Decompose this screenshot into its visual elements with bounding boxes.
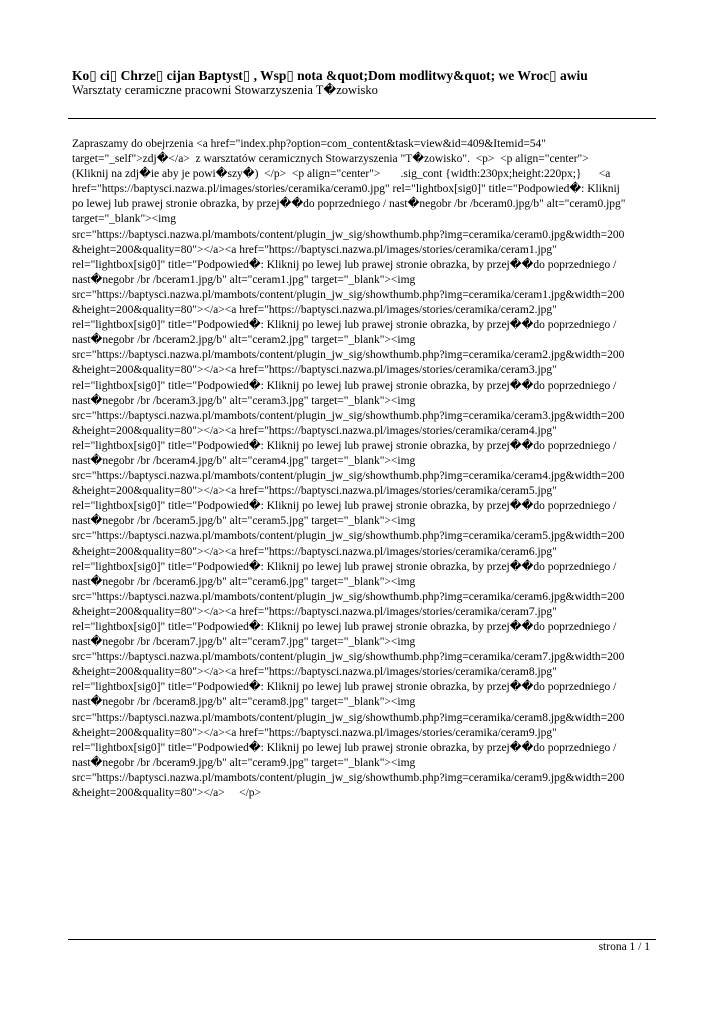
body-text-line: target="_blank"><img [72,213,177,226]
body-text-line: rel="lightbox[sig0]" title="Podpowied�: Kliknij po lewej lub prawej stronie obrazka, by przej��do poprzedniego / [72,500,617,513]
body-text-line: src="https://baptysci.nazwa.pl/mambots/content/plugin_jw_sig/showthumb.php?img=ceramika/ceram0.jpg&width=200 [72,228,625,241]
body-text-line: nast�negobr /br /bceram8.jpg/b" alt="ceram8.jpg" target="_blank"><img [72,696,416,709]
body-text-line: rel="lightbox[sig0]" title="Podpowied�: Kliknij po lewej lub prawej stronie obrazka, by przej��do poprzedniego / [72,319,617,332]
body-text-line: target="_self">zdj�</a> z warsztatów ceramicznych Stowarzyszenia "T�zowisko". <p> <p align="center"> [72,153,589,166]
body-text-line: nast�negobr /br /bceram9.jpg/b" alt="ceram9.jpg" target="_blank"><img [72,756,416,769]
body-text-line: src="https://baptysci.nazwa.pl/mambots/content/plugin_jw_sig/showthumb.php?img=ceramika/ceram2.jpg&width=200 [72,349,625,362]
page-title: Ko▯ ci▯ Chrze▯ cijan Baptyst▯ , Wsp▯ nota &quot;Dom modlitwy&quot; we Wroc▯ awiu [72,68,588,83]
page-subtitle: Warsztaty ceramiczne pracowni Stowarzyszenia T�zowisko [72,83,378,97]
body-text-line: &height=200&quality=80"></a><a href="https://baptysci.nazwa.pl/images/stories/ceramika/ceram4.jpg" [72,424,557,437]
body-text-line: &height=200&quality=80"></a><a href="https://baptysci.nazwa.pl/images/stories/ceramika/ceram6.jpg" [72,545,557,558]
body-text-line: nast�negobr /br /bceram2.jpg/b" alt="ceram2.jpg" target="_blank"><img [72,334,416,347]
body-text-line: src="https://baptysci.nazwa.pl/mambots/content/plugin_jw_sig/showthumb.php?img=ceramika/ceram9.jpg&width=200 [72,771,625,784]
body-text-line: nast�negobr /br /bceram1.jpg/b" alt="ceram1.jpg" target="_blank"><img [72,273,416,286]
body-text-line: src="https://baptysci.nazwa.pl/mambots/content/plugin_jw_sig/showthumb.php?img=ceramika/ceram1.jpg&width=200 [72,288,625,301]
body-text-line: &height=200&quality=80"></a><a href="https://baptysci.nazwa.pl/images/stories/ceramika/ceram9.jpg" [72,726,557,739]
body-text-line: &height=200&quality=80"></a><a href="https://baptysci.nazwa.pl/images/stories/ceramika/ceram5.jpg" [72,485,557,498]
body-text-line: src="https://baptysci.nazwa.pl/mambots/content/plugin_jw_sig/showthumb.php?img=ceramika/ceram8.jpg&width=200 [72,711,625,724]
body-text-line: nast�negobr /br /bceram4.jpg/b" alt="ceram4.jpg" target="_blank"><img [72,454,416,467]
body-text-line: &height=200&quality=80"></a><a href="https://baptysci.nazwa.pl/images/stories/ceramika/ceram1.jpg" [72,243,557,256]
body-text-line: &height=200&quality=80"></a><a href="https://baptysci.nazwa.pl/images/stories/ceramika/ceram7.jpg" [72,605,557,618]
body-text-line: rel="lightbox[sig0]" title="Podpowied�: Kliknij po lewej lub prawej stronie obrazka, by przej��do poprzedniego / [72,621,617,633]
body-text-line: &height=200&quality=80"></a><a href="https://baptysci.nazwa.pl/images/stories/ceramika/ceram8.jpg" [72,666,557,679]
body-text-line: src="https://baptysci.nazwa.pl/mambots/content/plugin_jw_sig/showthumb.php?img=ceramika/ceram3.jpg&width=200 [72,409,625,422]
body-text-line: nast�negobr /br /bceram6.jpg/b" alt="ceram6.jpg" target="_blank"><img [72,575,416,588]
body-text-line: rel="lightbox[sig0]" title="Podpowied�: Kliknij po lewej lub prawej stronie obrazka, by przej��do poprzedniego / [72,439,617,452]
body-text-line: rel="lightbox[sig0]" title="Podpowied�: Kliknij po lewej lub prawej stronie obrazka, by przej��do poprzedniego / [72,681,617,694]
body-text-line: src="https://baptysci.nazwa.pl/mambots/content/plugin_jw_sig/showthumb.php?img=ceramika/ceram4.jpg&width=200 [72,470,625,483]
body-text-line: href="https://baptysci.nazwa.pl/images/stories/ceramika/ceram0.jpg" rel="lightbox[sig0]" title="Podpowied�: Kliknij [72,183,620,196]
body-text-line: rel="lightbox[sig0]" title="Podpowied�: Kliknij po lewej lub prawej stronie obrazka, by przej��do poprzedniego / [72,741,617,754]
body-text-line: Zapraszamy do obejrzenia <a href="index.php?option=com_content&task=view&id=409&Itemid=54" [72,138,546,150]
article-body [72,137,672,801]
body-text-line: &height=200&quality=80"></a><a href="https://baptysci.nazwa.pl/images/stories/ceramika/ceram3.jpg" [72,364,557,377]
header-divider [68,118,656,119]
body-text-line: nast�negobr /br /bceram7.jpg/b" alt="ceram7.jpg" target="_blank"><img [72,636,416,649]
body-text-line: src="https://baptysci.nazwa.pl/mambots/content/plugin_jw_sig/showthumb.php?img=ceramika/ceram6.jpg&width=200 [72,590,625,603]
body-text-line: rel="lightbox[sig0]" title="Podpowied�: Kliknij po lewej lub prawej stronie obrazka, by przej��do poprzedniego / [72,560,617,573]
body-text-line: nast�negobr /br /bceram5.jpg/b" alt="ceram5.jpg" target="_blank"><img [72,515,416,528]
body-text-line: src="https://baptysci.nazwa.pl/mambots/content/plugin_jw_sig/showthumb.php?img=ceramika/ceram7.jpg&width=200 [72,651,625,664]
body-text-line: rel="lightbox[sig0]" title="Podpowied�: Kliknij po lewej lub prawej stronie obrazka, by przej��do poprzedniego / [72,379,617,392]
body-text-line: &height=200&quality=80"></a> </p> [72,787,262,800]
body-text-line: src="https://baptysci.nazwa.pl/mambots/content/plugin_jw_sig/showthumb.php?img=ceramika/ceram5.jpg&width=200 [72,530,625,543]
body-text-line: nast�negobr /br /bceram3.jpg/b" alt="ceram3.jpg" target="_blank"><img [72,394,416,407]
page-number: strona 1 / 1 [598,941,650,953]
body-text-line: &height=200&quality=80"></a><a href="https://baptysci.nazwa.pl/images/stories/ceramika/ceram2.jpg" [72,304,557,317]
body-text-line: (Kliknij na zdj�ie aby je powi�szy�) </p> <p align="center"> .sig_cont {width:230px;height:220px;} <a [72,168,611,181]
body-text-line: rel="lightbox[sig0]" title="Podpowied�: Kliknij po lewej lub prawej stronie obrazka, by przej��do poprzedniego / [72,258,617,271]
body-text-line: po lewej lub prawej stronie obrazka, by przej��do poprzedniego / nast�negobr /br /bceram0.jpg/b" alt="ceram0.jpg" [72,198,626,211]
